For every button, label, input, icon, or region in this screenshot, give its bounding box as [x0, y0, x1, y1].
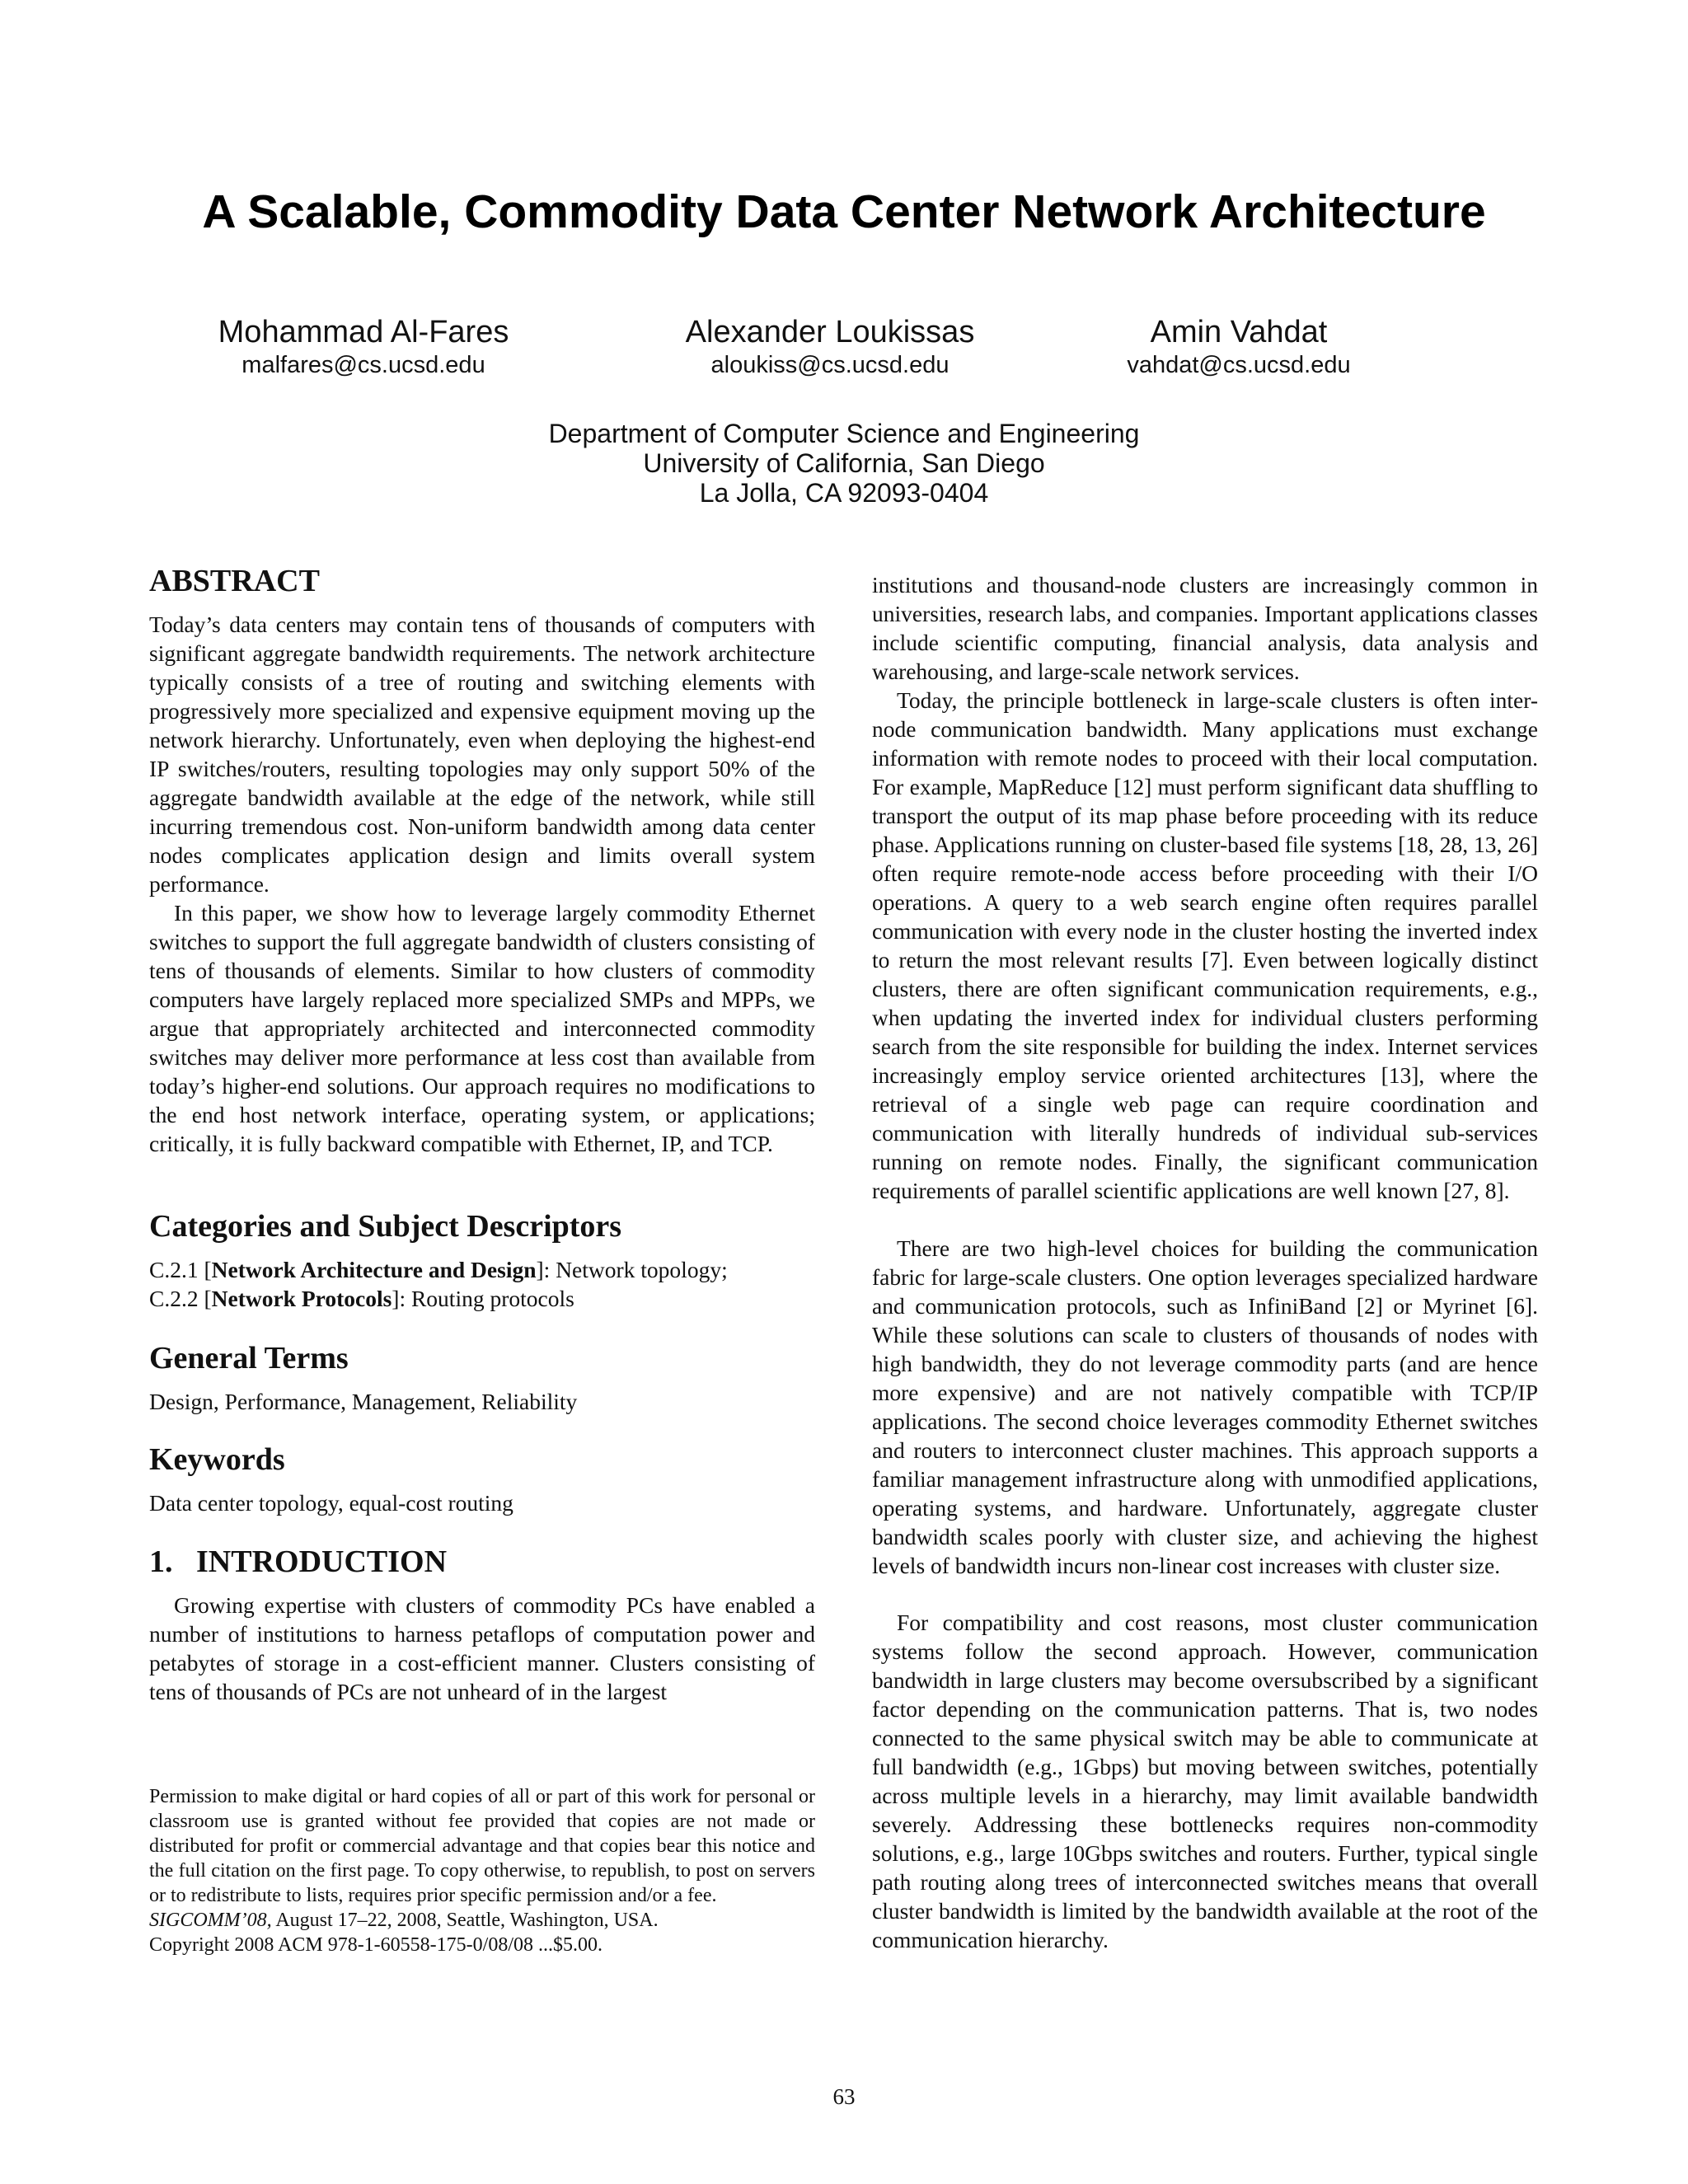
affiliation	[0, 419, 1688, 508]
abstract-paragraph-2: In this paper, we show how to leverage largely commodity Ethernet switches to support the full aggregate bandwidth of clusters consisting of tens of thousands of elements. Similar to how clusters of commodity computers have largely replaced more specialized SMPs and MPPs, we argue that appropriately architected and interconnected commodity switches may deliver more performance at less cost than available from today’s higher-end solutions. Our approach requires no modifications to the end host network interface, operating system, or applications; critically, it is fully backward compatible with Ethernet, IP, and TCP.	[149, 900, 815, 1156]
author-name: Amin Vahdat	[1150, 315, 1328, 349]
category-term: Network Protocols	[211, 1286, 392, 1311]
author-2	[599, 313, 1061, 379]
categories-text	[149, 1255, 815, 1313]
author-1	[133, 313, 594, 379]
category-subject: ]: Routing protocols	[392, 1286, 574, 1311]
introduction-paragraph-1: Growing expertise with clusters of commodity PCs have enabled a number of institutions to harness petaflops of computation power and petabytes of storage in a cost-efficient manner. Clusters consisting of tens of thousands of PCs are not unheard of in the largest	[149, 1592, 815, 1704]
affiliation-university: University of California, San Diego	[643, 448, 1045, 478]
general-terms-text: Design, Performance, Management, Reliability	[149, 1389, 578, 1414]
page-number: 63	[832, 2084, 856, 2109]
introduction-paragraph-1-continued: institutions and thousand-node clusters are increasingly common in universities, research labs, and companies. Important applications classes include scientific computing, financial analysis, data analysis and warehousing, and large-scale network services.	[872, 572, 1538, 684]
keywords-text: Data center topology, equal-cost routing	[149, 1490, 513, 1516]
affiliation-address: La Jolla, CA 92093-0404	[699, 478, 989, 508]
author-name: Mohammad Al-Fares	[218, 315, 509, 349]
category-subject: ]: Network topology;	[536, 1257, 728, 1282]
author-email: vahdat@cs.ucsd.edu	[1127, 352, 1351, 378]
category-term: Network Architecture and Design	[211, 1257, 537, 1282]
permission-notice	[149, 1784, 815, 1957]
abstract-paragraph-1: Today’s data centers may contain tens of thousands of computers with significant aggregate bandwidth requirements. The network architecture typically consists of a tree of routing and switching elements with progressively more specialized and expensive equipment moving up the network hierarchy. Unfortunately, even when deploying the highest-end IP switches/routers, resulting topologies may only support 50% of the aggregate bandwidth available at the edge of the network, while still incurring tremendous cost. Non-uniform bandwidth among data center nodes complicates application design and limits overall system performance.	[149, 612, 815, 897]
permission-text: Permission to make digital or hard copies of all or part of this work for personal or classroom use is granted without fee provided that copies are not made or distributed for profit or commercial advantage and that copies bear this notice and the full citation on the first page. To copy otherwise, to republish, to post on servers or to redistribute to lists, requires prior specific permission and/or a fee.	[149, 1786, 815, 1906]
introduction-heading: 1. INTRODUCTION	[149, 1544, 448, 1579]
conference-name: SIGCOMM’08,	[149, 1910, 272, 1931]
author-email: aloukiss@cs.ucsd.edu	[710, 352, 950, 378]
conference-details: August 17–22, 2008, Seattle, Washington, USA.	[271, 1910, 659, 1931]
introduction-paragraph-4: For compatibility and cost reasons, most cluster communication systems follow the second approach. However, communication bandwidth in large clusters may become oversubscribed by a significant factor depending on the communication patterns. That is, two nodes connected to the same physical switch may be able to communicate at full bandwidth (e.g., 1Gbps) but moving between switches, potentially across multiple levels in a hierarchy, may limit available bandwidth severely. Addressing these bottlenecks requires non-commodity solutions, e.g., large 10Gbps switches and routers. Further, typical single path routing along trees of interconnected switches means that overall cluster bandwidth is limited by the bandwidth available at the root of the communication hierarchy.	[872, 1610, 1538, 1952]
abstract-heading: ABSTRACT	[149, 564, 320, 598]
author-email: malfares@cs.ucsd.edu	[241, 352, 485, 378]
author-3	[1008, 313, 1470, 379]
introduction-paragraph-3: There are two high-level choices for building the communication fabric for large-scale clusters. One option leverages specialized hardware and communication protocols, such as InfiniBand [2] or Myrinet [6]. While these solutions can scale to clusters of thousands of nodes with high bandwidth, they do not leverage commodity parts (and are hence more expensive) and are not natively compatible with TCP/IP applications. The second choice leverages commodity Ethernet switches and routers to interconnect cluster machines. This approach supports a familiar management infrastructure along with unmodified applications, operating systems, and hardware. Unfortunately, aggregate cluster bandwidth scales poorly with cluster size, and achieving the highest levels of bandwidth incurs non-linear cost increases with cluster size.	[872, 1235, 1538, 1578]
introduction-paragraph-2: Today, the principle bottleneck in large-scale clusters is often inter-node communication bandwidth. Many applications must exchange information with remote nodes to proceed with their local computation. For example, MapReduce [12] must perform significant data shuffling to transport the output of its map phase before proceeding with its reduce phase. Applications running on cluster-based file systems [18, 28, 13, 26] often require remote-node access before proceeding with their I/O operations. A query to a web search engine often requires parallel communication with every node in the cluster hosting the inverted index to return the most relevant results [7]. Even between logically distinct clusters, there are often significant communication requirements, e.g., when updating the inverted index for individual clusters performing search from the site responsible for building the index. Internet services increasingly employ service oriented architectures [13], where the retrieval of a single web page can require coordination and communication with literally hundreds of individual sub-services running on remote nodes. Finally, the significant communication requirements of parallel scientific applications are well known [27, 8].	[872, 687, 1538, 1203]
keywords-heading: Keywords	[149, 1442, 285, 1477]
paper-title: A Scalable, Commodity Data Center Network Architecture	[202, 185, 1486, 238]
general-terms-heading: General Terms	[149, 1341, 349, 1376]
category-code: C.2.2 [	[149, 1286, 212, 1311]
copyright-line: Copyright 2008 ACM 978-1-60558-175-0/08/08 ...$5.00.	[149, 1934, 603, 1956]
category-code: C.2.1 [	[149, 1257, 212, 1282]
affiliation-department: Department of Computer Science and Engineering	[548, 419, 1140, 448]
categories-heading: Categories and Subject Descriptors	[149, 1209, 622, 1244]
author-name: Alexander Loukissas	[685, 315, 975, 349]
